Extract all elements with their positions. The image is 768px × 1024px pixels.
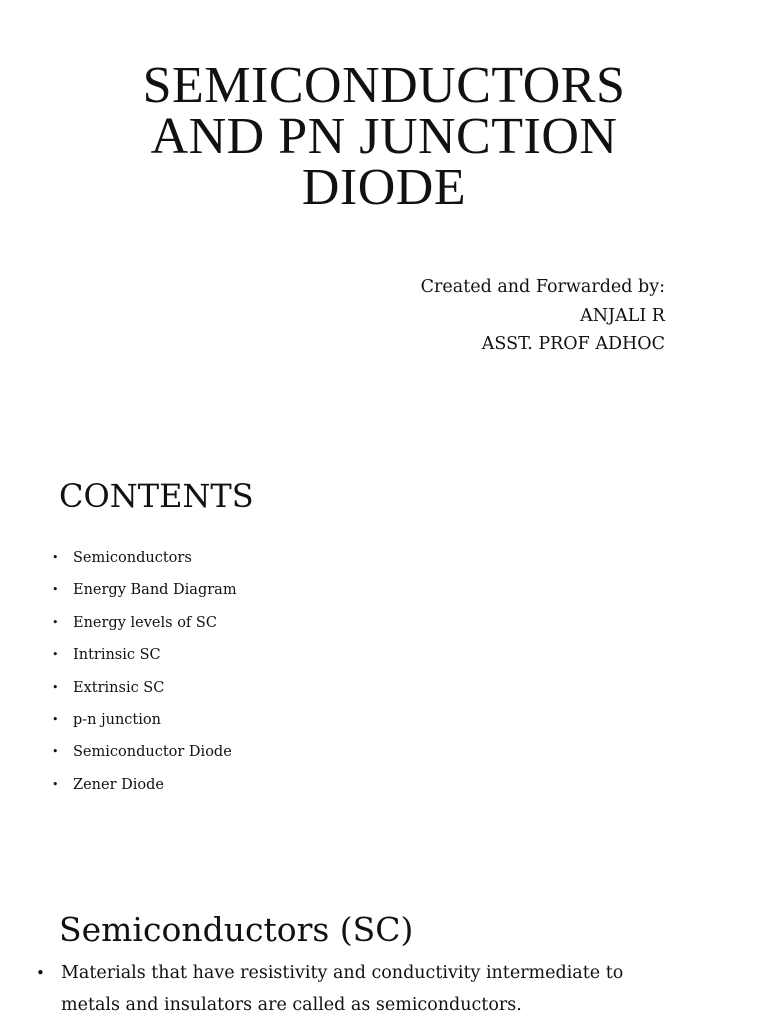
list-item-label: p-n junction <box>73 711 161 728</box>
credits-line: Created and Forwarded by: <box>420 277 665 297</box>
list-item <box>52 610 237 642</box>
list-item <box>52 545 237 577</box>
section-heading: Semiconductors (SC) <box>59 910 414 949</box>
bullet-icon: • <box>52 648 59 662</box>
bullet-icon: • <box>52 551 59 564</box>
definition-text: Materials that have resistivity and conductivity intermediate to metals and insulators are called as semiconductors. <box>61 963 624 1015</box>
bullet-icon: • <box>52 680 59 694</box>
semiconductors-slide <box>0 900 768 1024</box>
list-item-label: Semiconductor Diode <box>73 744 232 761</box>
list-item-label: Intrinsic SC <box>73 647 161 664</box>
title-line: SEMICONDUCTORS <box>142 57 626 114</box>
contents-slide <box>0 470 768 850</box>
list-item <box>52 772 237 804</box>
list-item-label: Energy levels of SC <box>73 614 217 631</box>
bullet-list <box>36 957 676 1021</box>
bullet-icon: • <box>52 777 59 791</box>
list-item-label: Zener Diode <box>73 776 164 793</box>
list-item-label: Energy Band Diagram <box>73 582 237 599</box>
contents-list <box>52 545 237 804</box>
bullet-icon: • <box>36 964 45 982</box>
title-slide <box>0 0 768 420</box>
contents-heading: CONTENTS <box>59 477 254 515</box>
author-designation: ASST. PROF ADHOC <box>481 334 665 354</box>
bullet-icon: • <box>52 615 59 629</box>
author-name: ANJALI R <box>580 305 665 326</box>
title-line: AND PN JUNCTION <box>150 108 618 165</box>
list-item-label: Extrinsic SC <box>73 679 165 696</box>
bullet-icon: • <box>52 583 59 597</box>
list-item <box>52 577 237 609</box>
bullet-icon: • <box>52 745 59 759</box>
list-item <box>52 675 237 707</box>
list-item-label: Semiconductors <box>73 550 192 566</box>
title-line: DIODE <box>301 159 467 216</box>
bullet-icon: • <box>52 712 59 726</box>
list-item <box>52 739 237 771</box>
document-title <box>0 57 768 216</box>
list-item <box>36 957 676 1021</box>
list-item <box>52 642 237 674</box>
author-credits <box>421 273 665 359</box>
list-item <box>52 707 237 739</box>
